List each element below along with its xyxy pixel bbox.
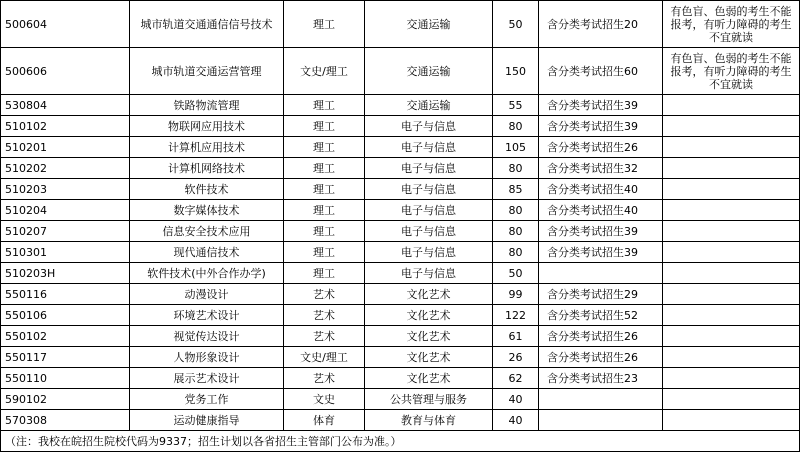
major-name-cell: 计算机应用技术	[130, 137, 284, 158]
plan-count-cell: 40	[493, 389, 539, 410]
table-row	[1, 116, 800, 137]
subject-type-cell: 艺术	[284, 305, 365, 326]
major-category-cell: 文化艺术	[365, 305, 493, 326]
remark-cell	[663, 263, 800, 284]
plan-count-cell: 80	[493, 116, 539, 137]
table-row	[1, 200, 800, 221]
table-row	[1, 389, 800, 410]
remark-cell	[663, 179, 800, 200]
major-code-cell: 530804	[1, 95, 130, 116]
major-name-cell: 视觉传达设计	[130, 326, 284, 347]
table-row	[1, 137, 800, 158]
major-name-cell: 人物形象设计	[130, 347, 284, 368]
major-code-cell: 510204	[1, 200, 130, 221]
major-code-cell: 510207	[1, 221, 130, 242]
table-row	[1, 179, 800, 200]
major-name-cell: 铁路物流管理	[130, 95, 284, 116]
subject-type-cell: 理工	[284, 263, 365, 284]
plan-count-cell: 80	[493, 221, 539, 242]
major-code-cell: 510203	[1, 179, 130, 200]
subject-type-cell: 理工	[284, 137, 365, 158]
remark-cell	[663, 326, 800, 347]
table-row	[1, 284, 800, 305]
subject-type-cell: 理工	[284, 179, 365, 200]
classified-exam-cell: 含分类考试招生26	[539, 326, 663, 347]
major-code-cell: 510203H	[1, 263, 130, 284]
major-category-cell: 电子与信息	[365, 263, 493, 284]
major-category-cell: 公共管理与服务	[365, 389, 493, 410]
plan-count-cell: 105	[493, 137, 539, 158]
note-text: （注：我校在皖招生院校代码为9337；招生计划以各省招生主管部门公布为准。）	[1, 431, 800, 452]
table-row	[1, 368, 800, 389]
major-code-cell: 510202	[1, 158, 130, 179]
major-code-cell: 550117	[1, 347, 130, 368]
plan-count-cell: 99	[493, 284, 539, 305]
classified-exam-cell: 含分类考试招生32	[539, 158, 663, 179]
classified-exam-cell: 含分类考试招生26	[539, 347, 663, 368]
major-name-cell: 城市轨道交通运营管理	[130, 48, 284, 95]
classified-exam-cell: 含分类考试招生29	[539, 284, 663, 305]
plan-count-cell: 50	[493, 263, 539, 284]
subject-type-cell: 理工	[284, 221, 365, 242]
major-category-cell: 文化艺术	[365, 326, 493, 347]
major-category-cell: 电子与信息	[365, 179, 493, 200]
remark-cell	[663, 347, 800, 368]
major-name-cell: 展示艺术设计	[130, 368, 284, 389]
subject-type-cell: 文史	[284, 389, 365, 410]
major-code-cell: 510201	[1, 137, 130, 158]
plan-count-cell: 80	[493, 242, 539, 263]
subject-type-cell: 理工	[284, 200, 365, 221]
plan-count-cell: 26	[493, 347, 539, 368]
classified-exam-cell	[539, 389, 663, 410]
major-name-cell: 软件技术	[130, 179, 284, 200]
major-category-cell: 文化艺术	[365, 368, 493, 389]
classified-exam-cell: 含分类考试招生40	[539, 200, 663, 221]
plan-count-cell: 85	[493, 179, 539, 200]
major-category-cell: 电子与信息	[365, 137, 493, 158]
major-code-cell: 550110	[1, 368, 130, 389]
plan-count-cell: 50	[493, 1, 539, 48]
major-category-cell: 电子与信息	[365, 116, 493, 137]
table-row	[1, 95, 800, 116]
major-code-cell: 590102	[1, 389, 130, 410]
major-name-cell: 计算机网络技术	[130, 158, 284, 179]
remark-cell	[663, 158, 800, 179]
major-name-cell: 环境艺术设计	[130, 305, 284, 326]
subject-type-cell: 理工	[284, 1, 365, 48]
major-name-cell: 党务工作	[130, 389, 284, 410]
classified-exam-cell: 含分类考试招生60	[539, 48, 663, 95]
table-row	[1, 347, 800, 368]
plan-count-cell: 80	[493, 200, 539, 221]
plan-count-cell: 55	[493, 95, 539, 116]
plan-count-cell: 122	[493, 305, 539, 326]
major-code-cell: 550116	[1, 284, 130, 305]
remark-cell	[663, 389, 800, 410]
remark-cell	[663, 116, 800, 137]
major-category-cell: 电子与信息	[365, 200, 493, 221]
table-row	[1, 158, 800, 179]
subject-type-cell: 文史/理工	[284, 48, 365, 95]
major-category-cell: 交通运输	[365, 48, 493, 95]
subject-type-cell: 艺术	[284, 368, 365, 389]
major-category-cell: 电子与信息	[365, 158, 493, 179]
plan-count-cell: 40	[493, 410, 539, 431]
remark-cell	[663, 137, 800, 158]
major-code-cell: 500606	[1, 48, 130, 95]
table-row	[1, 263, 800, 284]
classified-exam-cell: 含分类考试招生26	[539, 137, 663, 158]
major-code-cell: 510301	[1, 242, 130, 263]
major-category-cell: 交通运输	[365, 95, 493, 116]
classified-exam-cell: 含分类考试招生39	[539, 221, 663, 242]
major-code-cell: 500604	[1, 1, 130, 48]
plan-count-cell: 150	[493, 48, 539, 95]
subject-type-cell: 艺术	[284, 326, 365, 347]
major-code-cell: 570308	[1, 410, 130, 431]
major-category-cell: 教育与体育	[365, 410, 493, 431]
remark-cell: 有色盲、色弱的考生不能报考，有听力障碍的考生不宜就读	[663, 1, 800, 48]
classified-exam-cell: 含分类考试招生39	[539, 242, 663, 263]
major-category-cell: 文化艺术	[365, 347, 493, 368]
major-category-cell: 文化艺术	[365, 284, 493, 305]
remark-cell: 有色盲、色弱的考生不能报考，有听力障碍的考生不宜就读	[663, 48, 800, 95]
table-row	[1, 221, 800, 242]
remark-cell	[663, 95, 800, 116]
classified-exam-cell: 含分类考试招生39	[539, 116, 663, 137]
remark-cell	[663, 221, 800, 242]
classified-exam-cell	[539, 263, 663, 284]
major-name-cell: 软件技术(中外合作办学)	[130, 263, 284, 284]
classified-exam-cell: 含分类考试招生23	[539, 368, 663, 389]
table-row	[1, 305, 800, 326]
major-category-cell: 电子与信息	[365, 242, 493, 263]
major-name-cell: 信息安全技术应用	[130, 221, 284, 242]
table-row	[1, 1, 800, 48]
major-category-cell: 电子与信息	[365, 221, 493, 242]
subject-type-cell: 体育	[284, 410, 365, 431]
table-row	[1, 326, 800, 347]
subject-type-cell: 文史/理工	[284, 347, 365, 368]
table-row	[1, 48, 800, 95]
subject-type-cell: 理工	[284, 158, 365, 179]
major-name-cell: 现代通信技术	[130, 242, 284, 263]
major-name-cell: 物联网应用技术	[130, 116, 284, 137]
remark-cell	[663, 410, 800, 431]
remark-cell	[663, 284, 800, 305]
major-name-cell: 运动健康指导	[130, 410, 284, 431]
major-name-cell: 动漫设计	[130, 284, 284, 305]
table-row	[1, 410, 800, 431]
major-name-cell: 数字媒体技术	[130, 200, 284, 221]
table-body	[1, 1, 800, 452]
plan-count-cell: 61	[493, 326, 539, 347]
classified-exam-cell: 含分类考试招生40	[539, 179, 663, 200]
major-category-cell: 交通运输	[365, 1, 493, 48]
subject-type-cell: 理工	[284, 95, 365, 116]
subject-type-cell: 理工	[284, 116, 365, 137]
remark-cell	[663, 242, 800, 263]
remark-cell	[663, 200, 800, 221]
remark-cell	[663, 368, 800, 389]
major-name-cell: 城市轨道交通通信信号技术	[130, 1, 284, 48]
classified-exam-cell: 含分类考试招生39	[539, 95, 663, 116]
remark-cell	[663, 305, 800, 326]
classified-exam-cell: 含分类考试招生20	[539, 1, 663, 48]
classified-exam-cell	[539, 410, 663, 431]
note-row	[1, 431, 800, 452]
plan-count-cell: 80	[493, 158, 539, 179]
major-code-cell: 550102	[1, 326, 130, 347]
table-row	[1, 242, 800, 263]
major-code-cell: 550106	[1, 305, 130, 326]
subject-type-cell: 理工	[284, 242, 365, 263]
classified-exam-cell: 含分类考试招生52	[539, 305, 663, 326]
major-code-cell: 510102	[1, 116, 130, 137]
plan-count-cell: 62	[493, 368, 539, 389]
subject-type-cell: 艺术	[284, 284, 365, 305]
